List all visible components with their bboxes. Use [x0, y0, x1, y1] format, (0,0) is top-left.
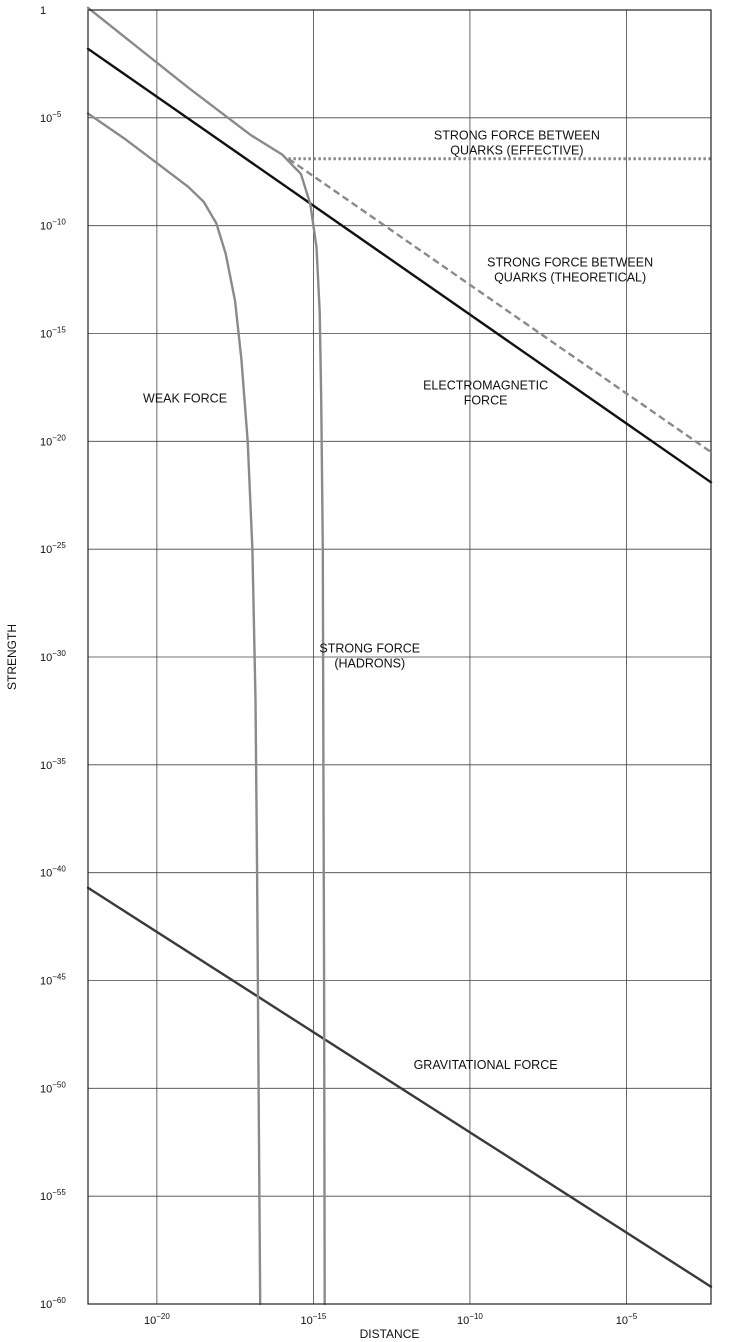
- series-label-strong_hadrons: STRONG FORCE (HADRONS): [319, 641, 421, 671]
- series-labels: [143, 128, 653, 1072]
- series-label-gravitational: GRAVITATIONAL FORCE: [413, 1057, 558, 1072]
- x-tick-label: $10^{-5}$: [615, 1312, 638, 1327]
- series-label-strong_theoretical: STRONG FORCE BETWEEN QUARKS (THEORETICAL): [487, 255, 654, 285]
- y-axis-title: STRENGTH: [5, 624, 19, 690]
- y-tick-label: 1: [40, 5, 47, 17]
- y-tick-label: $10^{-50}$: [40, 1080, 66, 1096]
- series-line-strong_hadrons: [88, 8, 325, 1304]
- series-label-weak: WEAK FORCE: [143, 391, 228, 406]
- series-line-gravitational: [88, 888, 711, 1287]
- y-tick-label: $10^{-20}$: [40, 433, 66, 449]
- y-tick-label: $10^{-5}$: [40, 109, 62, 125]
- x-tick-label: $10^{-20}$: [143, 1312, 170, 1327]
- x-axis-title: DISTANCE: [359, 1327, 420, 1341]
- y-tick-label: $10^{-30}$: [40, 649, 66, 664]
- x-tick-labels: [144, 1312, 638, 1327]
- y-tick-label: $10^{-55}$: [40, 1188, 66, 1204]
- x-tick-label: $10^{-15}$: [300, 1312, 327, 1327]
- series-label-electromagnetic: ELECTROMAGNETIC FORCE: [423, 378, 549, 408]
- x-tick-label: $10^{-10}$: [457, 1312, 483, 1327]
- series-line-strong_theoretical: [288, 159, 711, 452]
- series-line-weak: [88, 114, 260, 1305]
- y-tick-label: $10^{-60}$: [40, 1296, 66, 1311]
- y-tick-label: $10^{-40}$: [40, 864, 66, 880]
- y-tick-label: $10^{-25}$: [40, 541, 66, 557]
- series-label-strong_effective: STRONG FORCE BETWEEN QUARKS (EFFECTIVE): [433, 128, 600, 158]
- y-tick-label: $10^{-10}$: [40, 217, 66, 233]
- y-tick-labels: [40, 5, 66, 1311]
- y-tick-label: $10^{-15}$: [40, 325, 66, 341]
- y-tick-label: $10^{-35}$: [40, 756, 66, 772]
- y-tick-label: $10^{-45}$: [40, 972, 66, 988]
